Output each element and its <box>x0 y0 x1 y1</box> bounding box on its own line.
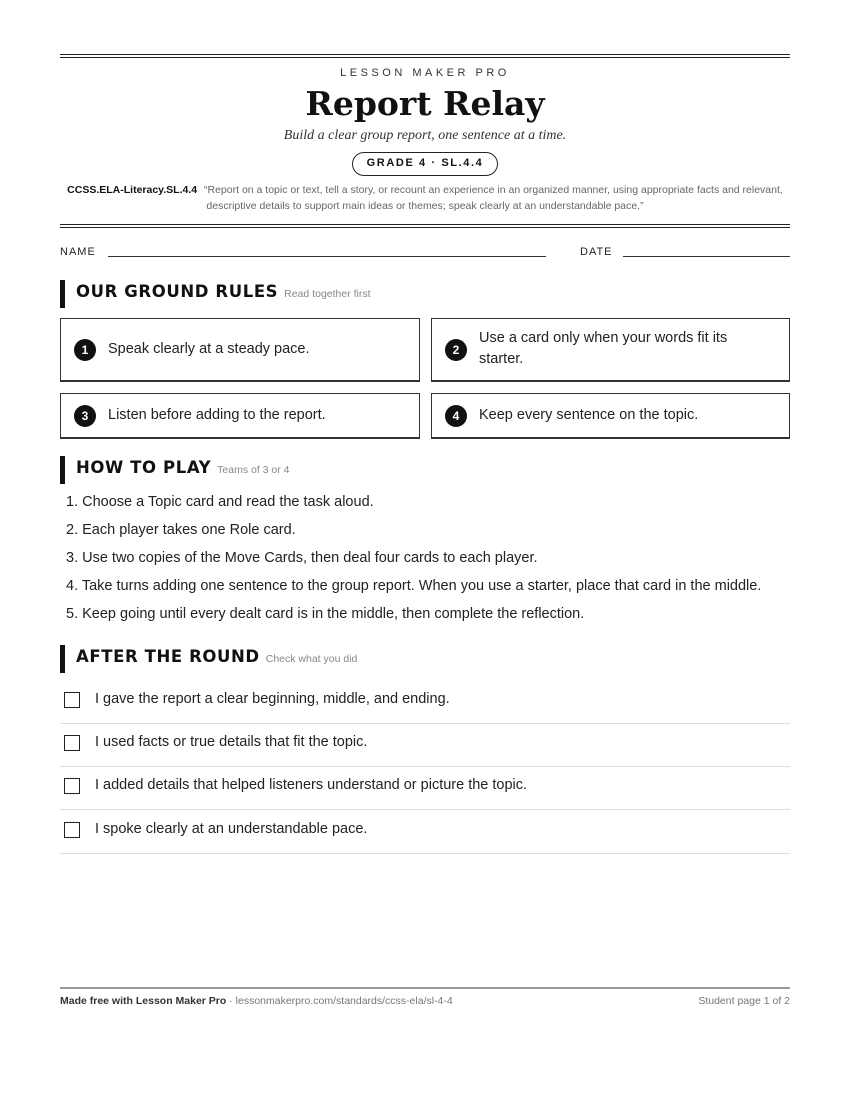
step-item: 3. Use two copies of the Move Cards, then deal four cards to each player. <box>66 550 538 566</box>
rule-number-badge: 3 <box>74 405 96 427</box>
section-marker <box>60 456 65 484</box>
standard-description <box>60 182 790 214</box>
ground-rule-card <box>431 393 790 439</box>
footer-made-with: Made free with Lesson Maker Pro <box>60 995 227 1007</box>
rule-text: Use a card only when your words fit its starter. <box>479 330 728 367</box>
step-item: 4. Take turns adding one sentence to the group report. When you use a starter, place that card in the middle. <box>66 578 762 594</box>
name-label: NAME <box>60 246 96 258</box>
worksheet-page <box>60 0 790 1100</box>
section-note: Teams of 3 or 4 <box>217 464 290 476</box>
reflection-item <box>60 724 790 767</box>
standard-code: CCSS.ELA-Literacy.SL.4.4 <box>67 184 198 196</box>
name-field[interactable] <box>108 256 546 257</box>
reflection-text: I used facts or true details that fit the topic. <box>95 734 368 750</box>
rule-number-badge: 1 <box>74 339 96 361</box>
rule-text: Keep every sentence on the topic. <box>479 407 699 423</box>
header-bottom-rule <box>60 224 790 228</box>
rule-number-badge: 4 <box>445 405 467 427</box>
footer-separator: · <box>229 995 233 1007</box>
footer-url[interactable]: lessonmakerpro.com/standards/ccss-ela/sl-4-4 <box>235 995 453 1007</box>
steps-list <box>60 490 790 630</box>
step-item: 5. Keep going until every dealt card is in the middle, then complete the reflection. <box>66 606 585 622</box>
section-heading: HOW TO PLAY <box>76 458 212 477</box>
checkbox[interactable] <box>64 735 80 751</box>
standard-text: “Report on a topic or text, tell a story, or recount an experience in an organized manner, using appropriate facts and relevant, descriptive details to support main ideas or themes; speak clearly at an understandable pace.” <box>204 184 783 212</box>
ground-rule-card <box>431 318 790 382</box>
section-heading: OUR GROUND RULES <box>76 282 279 301</box>
section-heading: AFTER THE ROUND <box>76 647 260 666</box>
reflection-item <box>60 681 790 724</box>
rule-text: Speak clearly at a steady pace. <box>108 341 310 357</box>
date-field[interactable] <box>623 256 790 257</box>
page-number: Student page 1 of 2 <box>698 995 790 1007</box>
reflection-text: I added details that helped listeners understand or picture the topic. <box>95 777 528 793</box>
checkbox[interactable] <box>64 822 80 838</box>
checkbox[interactable] <box>64 778 80 794</box>
rule-text: Listen before adding to the report. <box>108 407 326 423</box>
ground-rule-card <box>60 318 420 382</box>
reflection-item <box>60 767 790 810</box>
reflection-text: I gave the report a clear beginning, middle, and ending. <box>95 691 450 707</box>
brand-name: LESSON MAKER PRO <box>340 67 510 79</box>
page-title: Report Relay <box>305 84 545 123</box>
section-marker <box>60 645 65 673</box>
reflection-text: I spoke clearly at an understandable pace. <box>95 821 368 837</box>
checkbox[interactable] <box>64 692 80 708</box>
ground-rule-card <box>60 393 420 439</box>
footer-credit <box>60 995 453 1007</box>
page-subtitle: Build a clear group report, one sentence at a time. <box>283 128 567 143</box>
section-note: Check what you did <box>265 653 358 665</box>
step-item: 2. Each player takes one Role card. <box>66 522 296 538</box>
reflection-item <box>60 811 790 854</box>
footer-rule <box>60 987 790 989</box>
section-marker <box>60 280 65 308</box>
rule-number-badge: 2 <box>445 339 467 361</box>
date-label: DATE <box>580 246 613 258</box>
step-item: 1. Choose a Topic card and read the task aloud. <box>66 494 374 510</box>
section-note: Read together first <box>284 288 371 300</box>
grade-badge: GRADE 4 · SL.4.4 <box>352 152 498 176</box>
top-double-rule <box>60 54 790 58</box>
